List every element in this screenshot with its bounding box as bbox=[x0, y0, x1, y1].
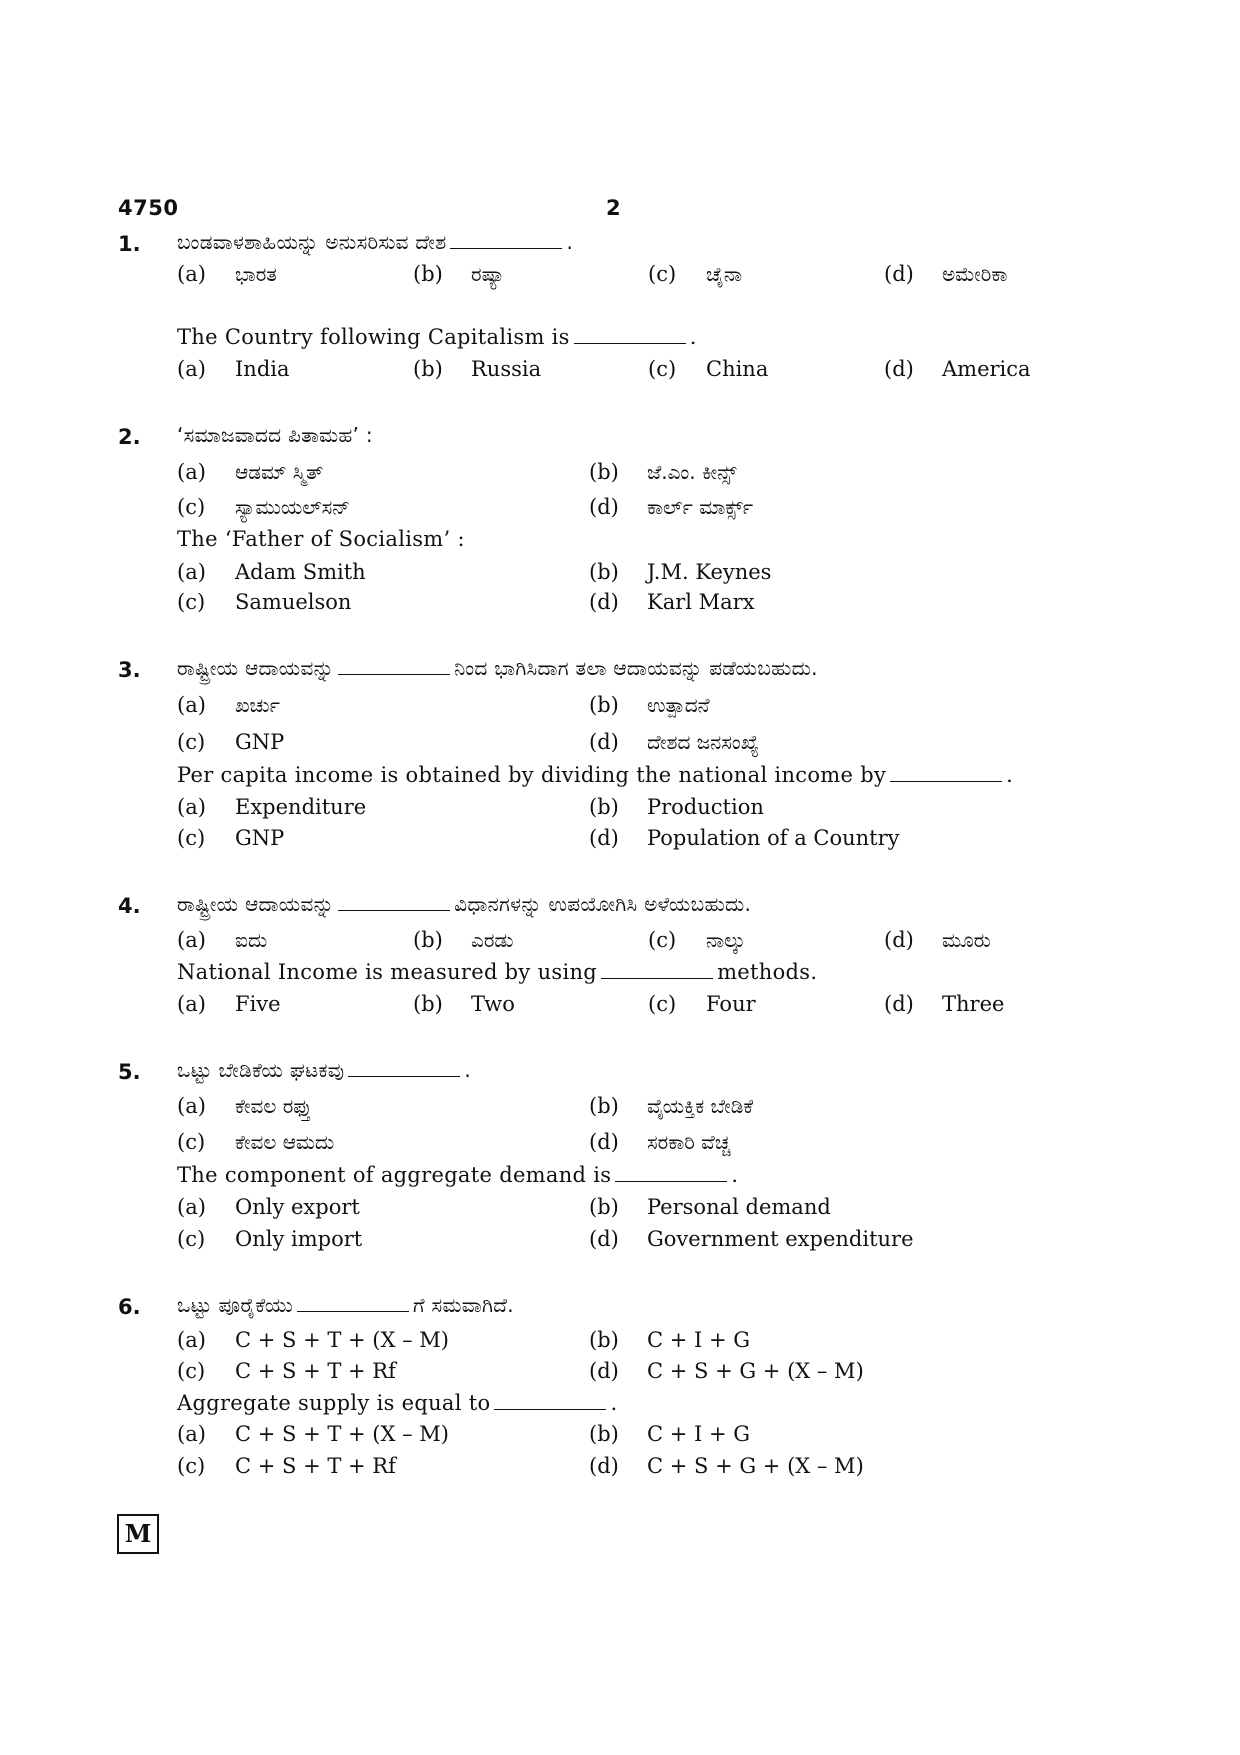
option-c-kannada: (c) ನಾಲ್ಕು bbox=[648, 928, 746, 952]
question-number: 3. bbox=[118, 658, 141, 682]
question-text-kannada: ‘ಸಮಾಜವಾದದ ಪಿತಾಮಹ’ : bbox=[177, 423, 373, 447]
option-a-kannada: (a) ಆಡಮ್ ಸ್ಮಿತ್ bbox=[177, 460, 324, 484]
option-b: (b) Personal demand bbox=[589, 1195, 831, 1219]
option-b: (b) J.M. Keynes bbox=[589, 560, 772, 584]
question-text-kannada: ಒಟ್ಟು ಪೂರೈಕೆಯು ಗೆ ಸಮವಾಗಿದೆ. bbox=[177, 1293, 514, 1317]
medium-mark-box: M bbox=[117, 1514, 159, 1554]
option-b: (b) Two bbox=[413, 992, 515, 1016]
question-text-kannada: ರಾಷ್ಟ್ರೀಯ ಆದಾಯವನ್ನು ನಿಂದ ಭಾಗಿಸಿದಾಗ ತಲಾ ಆದಾಯವನ್ನು ಪಡೆಯಬಹುದು. bbox=[177, 656, 818, 680]
question-text-english: National Income is measured by using methods. bbox=[177, 960, 818, 984]
option-c: (c) China bbox=[648, 357, 769, 381]
option-d: (d) Karl Marx bbox=[589, 590, 755, 614]
option-a: (a) Adam Smith bbox=[177, 560, 366, 584]
question-text-kannada: ಬಂಡವಾಳಶಾಹಿಯನ್ನು ಅನುಸರಿಸುವ ದೇಶ . bbox=[177, 230, 574, 254]
option-c-kannada: (c) GNP bbox=[177, 730, 285, 754]
option-c-kannada: (c) ಕೇವಲ ಆಮದು bbox=[177, 1130, 335, 1154]
option-d: (d) Three bbox=[884, 992, 1005, 1016]
option-b-kannada: (b) ವೈಯಕ್ತಿಕ ಬೇಡಿಕೆ bbox=[589, 1094, 754, 1118]
option-b: (b) C + I + G bbox=[589, 1422, 751, 1446]
question-number: 4. bbox=[118, 894, 141, 918]
question-text-kannada: ರಾಷ್ಟ್ರೀಯ ಆದಾಯವನ್ನು ವಿಧಾನಗಳನ್ನು ಉಪಯೋಗಿಸಿ ಅಳೆಯಬಹುದು. bbox=[177, 892, 752, 916]
option-d: (d) Population of a Country bbox=[589, 826, 900, 850]
option-d-kannada: (d) ಸರಕಾರಿ ವೆಚ್ಚ bbox=[589, 1130, 731, 1154]
question-text-english: Per capita income is obtained by dividing the national income by . bbox=[177, 763, 1014, 787]
option-d-kannada: (d) ಕಾರ್ಲ್ ಮಾರ್ಕ್ಸ್ bbox=[589, 495, 754, 519]
question-text-english: Aggregate supply is equal to . bbox=[177, 1391, 618, 1415]
option-c-kannada: (c) C + S + T + Rf bbox=[177, 1359, 396, 1383]
question-text-kannada: ಒಟ್ಟು ಬೇಡಿಕೆಯ ಘಟಕವು . bbox=[177, 1058, 472, 1082]
option-b-kannada: (b) ಎರಡು bbox=[413, 928, 514, 952]
option-b-kannada: (b) C + I + G bbox=[589, 1328, 751, 1352]
option-d: (d) C + S + G + (X – M) bbox=[589, 1454, 864, 1478]
option-c-kannada: (c) ಸ್ಯಾಮುಯಲ್‌ಸನ್ bbox=[177, 495, 350, 519]
question-text-english: The ‘Father of Socialism’ : bbox=[177, 527, 465, 551]
option-c-kannada: (c) ಚೈನಾ bbox=[648, 262, 742, 286]
question-text-english: The Country following Capitalism is . bbox=[177, 325, 697, 349]
option-a: (a) Only export bbox=[177, 1195, 360, 1219]
option-d-kannada: (d) ದೇಶದ ಜನಸಂಖ್ಯೆ bbox=[589, 730, 759, 754]
option-a: (a) Expenditure bbox=[177, 795, 367, 819]
option-a-kannada: (a) ಕೇವಲ ರಫ್ತು bbox=[177, 1094, 312, 1118]
option-a: (a) C + S + T + (X – M) bbox=[177, 1422, 449, 1446]
option-c: (c) Four bbox=[648, 992, 756, 1016]
option-a: (a) India bbox=[177, 357, 290, 381]
option-b: (b) Production bbox=[589, 795, 764, 819]
option-a: (a) Five bbox=[177, 992, 281, 1016]
option-d-kannada: (d) ಮೂರು bbox=[884, 928, 991, 952]
option-a-kannada: (a) ಖರ್ಚು bbox=[177, 693, 280, 717]
option-b-kannada: (b) ಉತ್ಪಾದನೆ bbox=[589, 693, 710, 717]
question-number: 1. bbox=[118, 232, 141, 256]
option-a-kannada: (a) ಐದು bbox=[177, 928, 268, 952]
option-a-kannada: (a) ಭಾರತ bbox=[177, 262, 277, 286]
question-number: 2. bbox=[118, 425, 141, 449]
option-b-kannada: (b) ಜೆ.ಎಂ. ಕೀನ್ಸ್ bbox=[589, 460, 737, 484]
option-c: (c) Only import bbox=[177, 1227, 363, 1251]
option-c: (c) C + S + T + Rf bbox=[177, 1454, 396, 1478]
option-c: (c) Samuelson bbox=[177, 590, 352, 614]
option-b-kannada: (b) ರಷ್ಯಾ bbox=[413, 262, 505, 286]
page-number: 2 bbox=[606, 196, 621, 220]
option-a-kannada: (a) C + S + T + (X – M) bbox=[177, 1328, 449, 1352]
question-text-english: The component of aggregate demand is . bbox=[177, 1163, 739, 1187]
option-d-kannada: (d) ಅಮೇರಿಕಾ bbox=[884, 262, 1008, 286]
question-number: 5. bbox=[118, 1060, 141, 1084]
paper-code: 4750 bbox=[118, 196, 179, 220]
option-b: (b) Russia bbox=[413, 357, 542, 381]
option-d: (d) America bbox=[884, 357, 1031, 381]
option-d: (d) Government expenditure bbox=[589, 1227, 914, 1251]
option-d-kannada: (d) C + S + G + (X – M) bbox=[589, 1359, 864, 1383]
option-c: (c) GNP bbox=[177, 826, 285, 850]
question-number: 6. bbox=[118, 1295, 141, 1319]
